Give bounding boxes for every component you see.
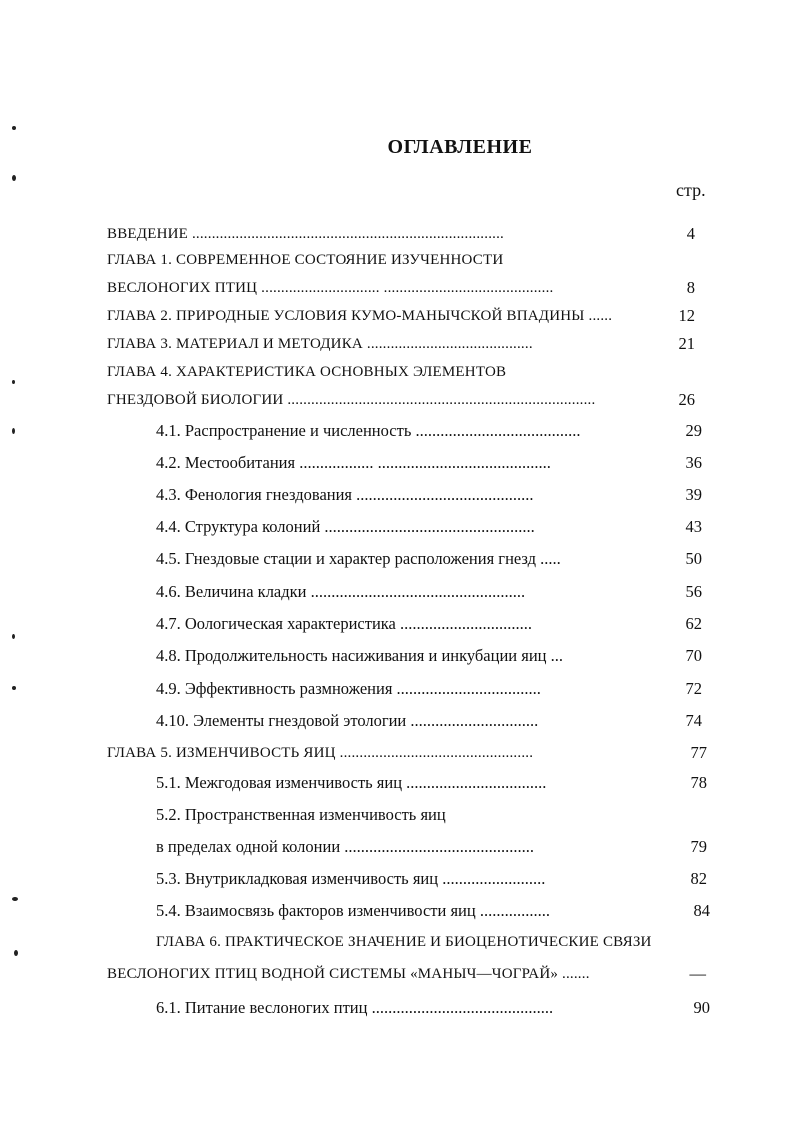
toc-entry-chapter-2 [107, 303, 612, 329]
toc-entry-chapter-4-cont [107, 387, 595, 413]
toc-entry-5-4 [156, 898, 550, 924]
entry-page: 4 [686, 224, 695, 243]
entry-page: 90 [693, 998, 710, 1017]
entry-page: 21 [678, 334, 695, 353]
entry-page: 78 [690, 773, 707, 792]
entry-page: 43 [685, 517, 702, 536]
entry-page: 82 [690, 869, 707, 888]
toc-entry-5-2-cont [156, 834, 534, 860]
toc-entry-5-2 [156, 802, 446, 828]
entry-text: 4.4. Структура колоний ................................................... [156, 517, 535, 536]
toc-entry-4-5 [156, 546, 561, 572]
entry-text: ГЛАВА 1. СОВРЕМЕННОЕ СОСТОЯНИЕ ИЗУЧЕННОСТИ [107, 252, 504, 268]
entry-text: ВЕСЛОНОГИХ ПТИЦ ВОДНОЙ СИСТЕМЫ «МАНЫЧ—ЧОГРАЙ» ....... [107, 966, 590, 982]
entry-page: — [689, 964, 706, 983]
entry-page: 36 [685, 453, 702, 472]
entry-page: 56 [685, 582, 702, 601]
entry-text: 5.3. Внутрикладковая изменчивость яиц ......................... [156, 869, 546, 888]
entry-text: 6.1. Питание веслоногих птиц ............................................ [156, 998, 554, 1017]
entry-text: ГЛАВА 3. МАТЕРИАЛ И МЕТОДИКА .......................................... [107, 336, 533, 352]
entry-text: 5.1. Межгодовая изменчивость яиц .................................. [156, 773, 547, 792]
toc-entry-chapter-4 [107, 359, 506, 385]
entry-text: 4.8. Продолжительность насиживания и инкубации яиц ... [156, 646, 563, 665]
entry-text: 5.2. Пространственная изменчивость яиц [156, 805, 446, 824]
scan-speck [12, 897, 18, 901]
entry-page: 50 [685, 549, 702, 568]
toc-entry-5-3 [156, 866, 545, 892]
toc-entry-chapter-3 [107, 331, 533, 357]
scan-speck [12, 380, 15, 384]
entry-page: 12 [678, 306, 695, 325]
toc-entry-4-10 [156, 708, 538, 734]
entry-page: 26 [678, 390, 695, 409]
entry-page: 77 [690, 743, 707, 762]
toc-entry-chapter-1-cont [107, 275, 553, 301]
toc-entry-4-7 [156, 611, 532, 637]
page-title: ОГЛАВЛЕНИЕ [387, 136, 533, 158]
entry-text: ВВЕДЕНИЕ ............................................................................... [107, 226, 504, 242]
entry-page: 72 [685, 679, 702, 698]
entry-text: 4.5. Гнездовые стации и характер расположения гнезд ..... [156, 549, 561, 568]
entry-text: ГЛАВА 4. ХАРАКТЕРИСТИКА ОСНОВНЫХ ЭЛЕМЕНТОВ [107, 364, 507, 380]
toc-entry-introduction [107, 221, 504, 247]
toc-entry-5-1 [156, 770, 546, 796]
entry-page: 79 [690, 837, 707, 856]
entry-text: 4.6. Величина кладки .................................................... [156, 582, 526, 601]
scan-speck [14, 950, 18, 956]
toc-entry-4-2 [156, 450, 551, 476]
entry-text: 4.7. Оологическая характеристика ................................ [156, 614, 532, 633]
toc-entry-chapter-6 [156, 929, 652, 955]
toc-entry-chapter-5 [107, 740, 533, 766]
entry-text: ГНЕЗДОВОЙ БИОЛОГИИ .............................................................................. [107, 392, 596, 408]
entry-page: 74 [685, 711, 702, 730]
entry-text: 4.10. Элементы гнездовой этологии ............................... [156, 711, 539, 730]
entry-page: 84 [693, 901, 710, 920]
entry-text: 4.1. Распространение и численность ........................................ [156, 421, 581, 440]
entry-text: 4.3. Фенология гнездования ........................................... [156, 485, 534, 504]
scan-speck [12, 634, 15, 639]
scan-speck [12, 428, 15, 434]
entry-text: 4.9. Эффективность размножения ................................... [156, 679, 541, 698]
toc-entry-chapter-6-cont [107, 961, 590, 987]
scan-speck [12, 126, 16, 130]
entry-text: ГЛАВА 5. ИЗМЕНЧИВОСТЬ ЯИЦ ................................................. [107, 745, 534, 761]
toc-entry-4-6 [156, 579, 525, 605]
toc-entry-4-8 [156, 643, 563, 669]
page-column-header: стр. [676, 180, 706, 200]
scan-speck [12, 175, 16, 181]
scan-speck [12, 686, 16, 690]
entry-text: ГЛАВА 2. ПРИРОДНЫЕ УСЛОВИЯ КУМО-МАНЫЧСКОЙ ВПАДИНЫ ...... [107, 308, 613, 324]
entry-page: 70 [685, 646, 702, 665]
entry-page: 8 [686, 278, 695, 297]
entry-text: 4.2. Местообитания .................. .......................................... [156, 453, 551, 472]
entry-page: 29 [685, 421, 702, 440]
toc-entry-6-1 [156, 995, 553, 1021]
toc-entry-4-1 [156, 418, 580, 444]
entry-text: в пределах одной колонии .............................................. [156, 837, 535, 856]
toc-entry-4-4 [156, 514, 535, 540]
entry-page: 62 [685, 614, 702, 633]
entry-page: 39 [685, 485, 702, 504]
entry-text: 5.4. Взаимосвязь факторов изменчивости яиц ................. [156, 901, 550, 920]
toc-entry-chapter-1 [107, 247, 503, 273]
toc-entry-4-9 [156, 676, 541, 702]
entry-text: ВЕСЛОНОГИХ ПТИЦ .............................. ........................................... [107, 280, 554, 296]
toc-entry-4-3 [156, 482, 534, 508]
entry-text: ГЛАВА 6. ПРАКТИЧЕСКОЕ ЗНАЧЕНИЕ И БИОЦЕНОТИЧЕСКИЕ СВЯЗИ [156, 934, 652, 950]
